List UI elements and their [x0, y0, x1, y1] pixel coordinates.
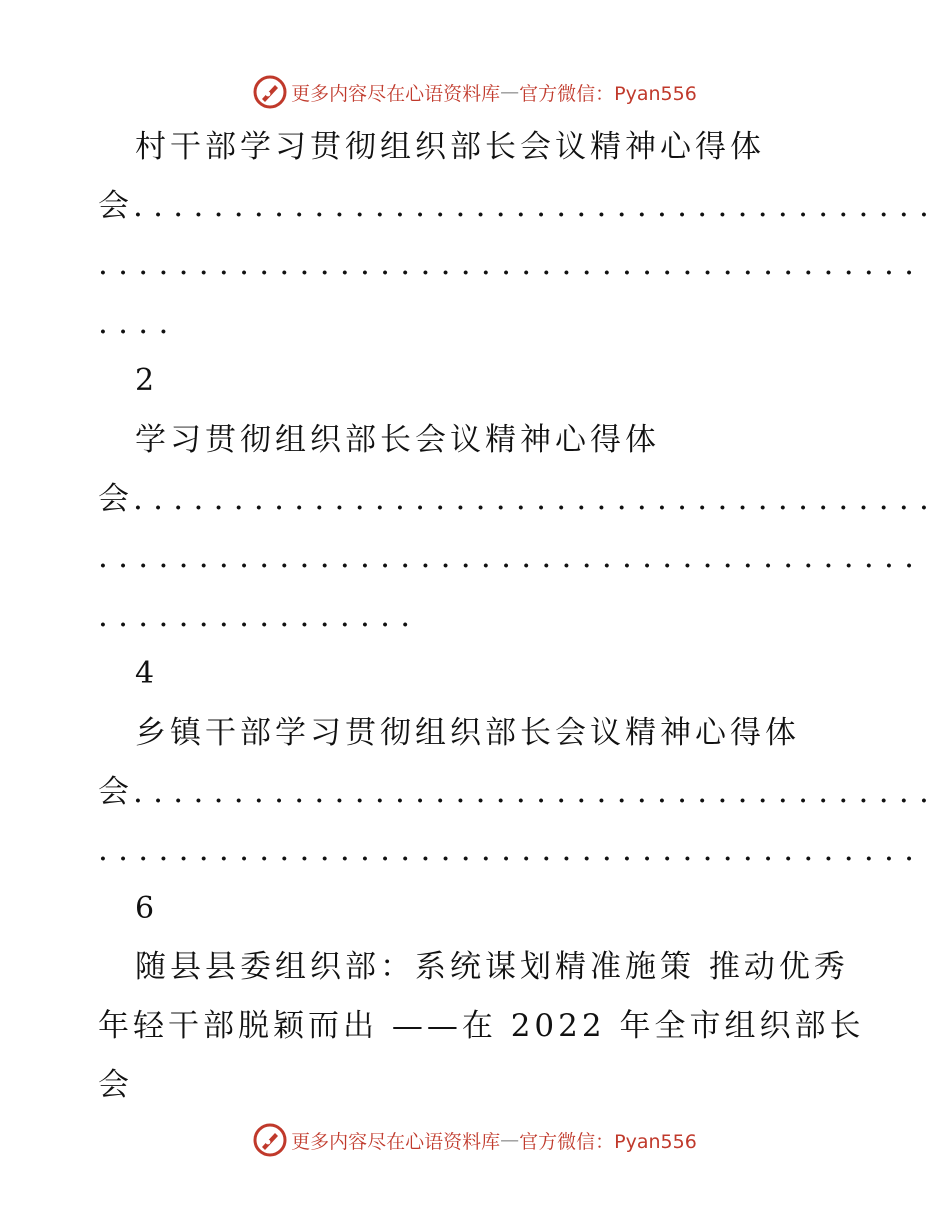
- toc-leader-line: [98, 763, 940, 822]
- watermark-dash: —: [500, 81, 520, 103]
- toc-entry-title: 乡镇干部学习贯彻组织部长会议精神心得体: [135, 714, 800, 751]
- pen-logo-icon: [253, 75, 287, 109]
- toc-entry-title-tail: 会: [98, 187, 133, 224]
- toc-leader-dots: .........................................: [98, 246, 925, 283]
- watermark-banner-bottom: [0, 1120, 950, 1160]
- toc-entry-title-tail: 会: [98, 773, 133, 810]
- toc-entry-title: 年轻干部脱颖而出 ——在 2022 年全市组织部长: [98, 1007, 865, 1044]
- watermark-dash: —: [500, 1129, 520, 1151]
- toc-entry-title-tail: 会: [98, 480, 133, 517]
- toc-page-number: 2: [135, 363, 155, 399]
- watermark-text: 更多内容尽在心语资料库: [291, 82, 501, 105]
- toc-entry[interactable]: [98, 118, 940, 411]
- toc-leader-dots: ........................................: [133, 480, 940, 517]
- toc-entry[interactable]: [98, 411, 940, 704]
- toc-leader-dots: .........................................: [98, 539, 925, 576]
- toc-leader-dots: .........................................: [98, 832, 925, 869]
- watermark-text: 更多内容尽在心语资料库: [291, 1130, 501, 1153]
- watermark-wechat: 官方微信：Pyan556: [519, 82, 697, 105]
- toc-leader-dots: ........................................: [133, 187, 940, 224]
- toc-leader-dots: ................: [98, 597, 421, 634]
- toc-entry[interactable]: [98, 704, 940, 938]
- toc-leader-dots: ........................................: [133, 773, 940, 810]
- toc-page-number: 4: [135, 656, 155, 692]
- toc-entry-title: 村干部学习贯彻组织部长会议精神心得体: [135, 129, 765, 165]
- toc-entry-title: 会: [98, 1066, 133, 1103]
- toc-entry-title: 学习贯彻组织部长会议精神心得体: [135, 421, 660, 458]
- toc-entry[interactable]: [98, 938, 865, 1114]
- table-of-contents: [98, 118, 940, 1114]
- pen-logo-icon: [253, 1123, 287, 1157]
- toc-leader-line: [98, 177, 940, 236]
- toc-page-number: 6: [135, 890, 155, 926]
- toc-leader-line: [98, 470, 940, 529]
- toc-entry-title: 随县县委组织部：系统谋划精准施策 推动优秀: [135, 949, 849, 986]
- watermark-banner-top: [0, 72, 950, 112]
- watermark-wechat: 官方微信：Pyan556: [519, 1130, 697, 1153]
- toc-leader-dots: ....: [98, 304, 179, 341]
